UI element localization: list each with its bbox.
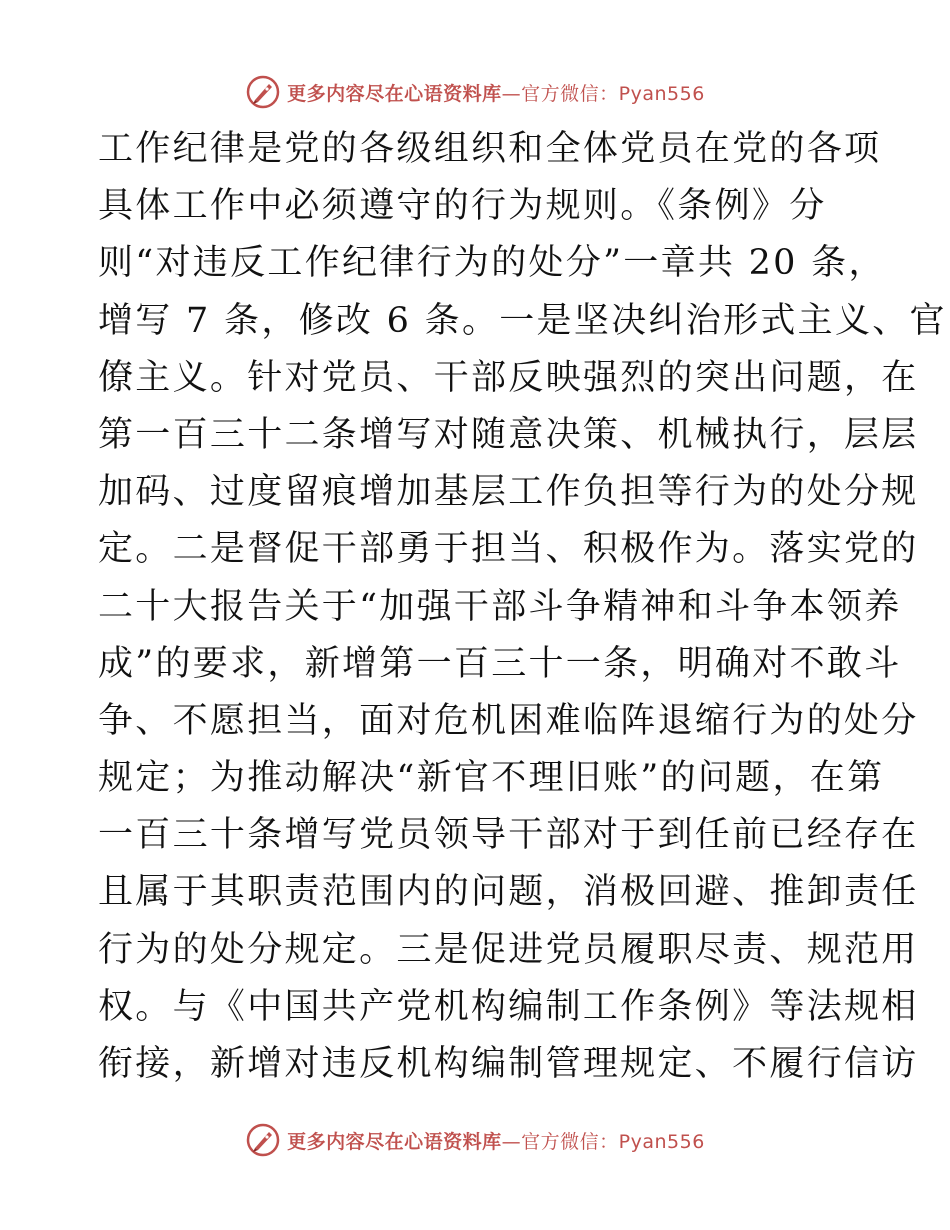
paragraph-line: 争、不愿担当，面对危机困难临阵退缩行为的处分 (98, 700, 919, 741)
footer-watermark (0, 1120, 950, 1160)
watermark-main-text: 更多内容尽在心语资料库 (287, 1130, 502, 1153)
paragraph-line: 权。与《中国共产党机构编制工作条例》等法规相 (98, 986, 919, 1027)
paragraph-line: 定。二是督促干部勇于担当、积极作为。落实党的 (98, 529, 919, 570)
header-watermark (0, 72, 950, 112)
paragraph-line: 规定；为推动解决“新官不理旧账”的问题，在第 (98, 758, 885, 799)
paragraph-line: 僚主义。针对党员、干部反映强烈的突出问题，在 (98, 357, 919, 398)
paragraph-line: 行为的处分规定。三是促进党员履职尽责、规范用 (98, 929, 919, 970)
pen-nib-logo-icon (245, 74, 281, 110)
paragraph-line: 成”的要求，新增第一百三十一条，明确对不敢斗 (98, 643, 902, 684)
paragraph-line: 且属于其职责范围内的问题，消极回避、推卸责任 (98, 872, 919, 913)
watermark-suffix-text: 官方微信：Pyan556 (521, 82, 705, 105)
paragraph-line: 则“对违反工作纪律行为的处分”一章共 20 条， (98, 243, 886, 284)
paragraph-line: 二十大报告关于“加强干部斗争精神和斗争本领养 (98, 586, 902, 627)
paragraph-line: 第一百三十二条增写对随意决策、机械执行，层层 (98, 414, 919, 455)
paragraph-line: 一百三十条增写党员领导干部对于到任前已经存在 (98, 815, 919, 856)
paragraph-line: 工作纪律是党的各级组织和全体党员在党的各项 (98, 129, 882, 169)
watermark-separator: — (501, 82, 522, 105)
watermark-main-text: 更多内容尽在心语资料库 (287, 82, 502, 105)
watermark-separator: — (501, 1130, 522, 1153)
paragraph-line: 衔接，新增对违反机构编制管理规定、不履行信访 (98, 1044, 919, 1084)
pen-nib-logo-icon (245, 1122, 281, 1158)
document-body (98, 121, 947, 1093)
paragraph-line: 具体工作中必须遵守的行为规则。《条例》分 (98, 186, 827, 227)
paragraph-line: 增写 7 条，修改 6 条。一是坚决纠治形式主义、官 (98, 300, 947, 341)
watermark-suffix-text: 官方微信：Pyan556 (521, 1130, 705, 1153)
paragraph-line: 加码、过度留痕增加基层工作负担等行为的处分规 (98, 472, 919, 513)
